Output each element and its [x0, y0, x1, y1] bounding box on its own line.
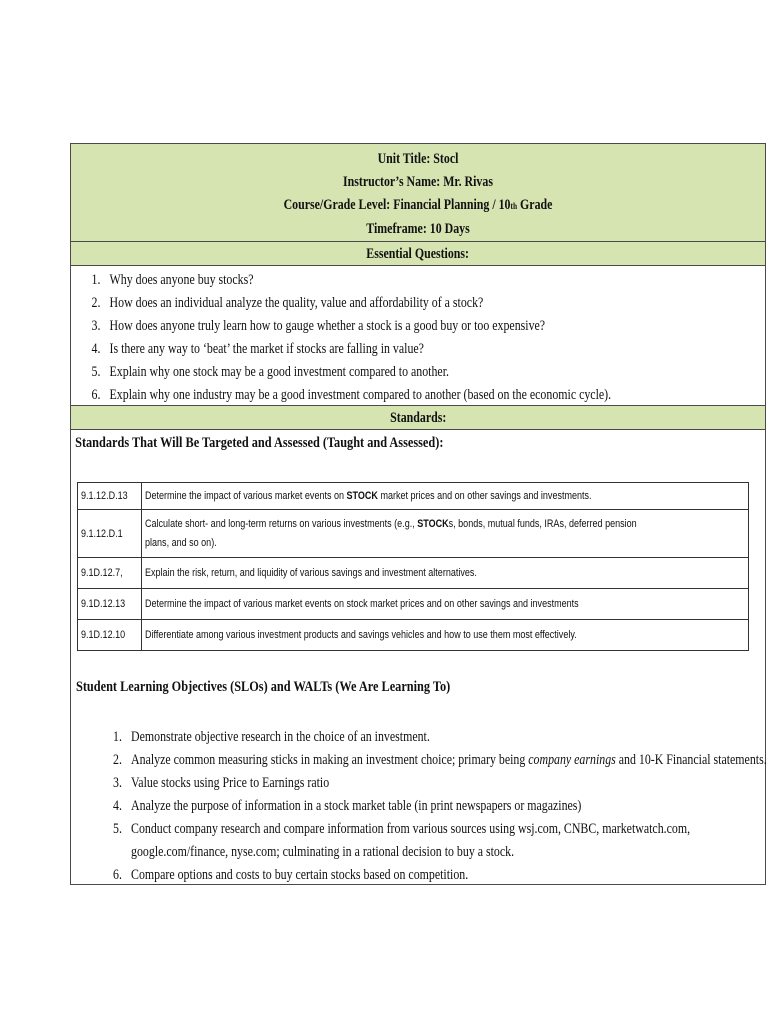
list-item: 1. Why does anyone buy stocks?: [91, 272, 254, 288]
course-ordinal: th: [510, 201, 518, 211]
timeframe: Timeframe: 10 Days: [366, 221, 470, 237]
slo-heading: Student Learning Objectives (SLOs) and WALTs (We Are Learning To): [76, 679, 451, 695]
list-item: 5. Conduct company research and compare information from various sources using wsj.com, CNBC, marketwatch.com,: [113, 821, 691, 837]
list-item: 5. Explain why one stock may be a good investment compared to another.: [91, 364, 449, 380]
list-item: 1. Demonstrate objective research in the choice of an investment.: [113, 729, 430, 745]
course-prefix: Course/Grade Level: Financial Planning / 10: [283, 197, 511, 213]
list-item: 6. Explain why one industry may be a good investment compared to another (based on the economic cycle).: [91, 387, 612, 403]
course-suffix: Grade: [517, 197, 553, 213]
standards-table: [77, 482, 749, 651]
standard-code: 9.1D.12.13: [78, 589, 142, 620]
standard-description: Explain the risk, return, and liquidity of various savings and investment alternatives.: [141, 558, 748, 589]
list-item: 2. How does an individual analyze the quality, value and affordability of a stock?: [91, 295, 484, 311]
essential-questions-heading: Essential Questions:: [71, 242, 765, 266]
list-item: 3. How does anyone truly learn how to gauge whether a stock is a good buy or too expensive?: [91, 318, 546, 334]
unit-plan-document: [70, 143, 766, 885]
standards-subheading: Standards That Will Be Targeted and Assessed (Taught and Assessed):: [75, 435, 444, 451]
list-item: 3. Value stocks using Price to Earnings ratio: [113, 775, 330, 791]
instructor-name: Instructor’s Name: Mr. Rivas: [343, 174, 493, 190]
course-grade-level: [133, 194, 702, 218]
slo-list: [113, 726, 770, 887]
unit-header: [71, 144, 765, 242]
list-item: 4. Analyze the purpose of information in a stock market table (in print newspapers or magazines): [113, 798, 582, 814]
table-row: [78, 620, 749, 651]
standards-heading: Standards:: [71, 406, 765, 430]
standard-description: Determine the impact of various market events on stock market prices and on other savings and investments: [141, 589, 748, 620]
standard-description: Calculate short- and long-term returns on various investments (e.g., STOCKs, bonds, mutual funds, IRAs, deferred pension plans, and so on).: [141, 510, 748, 558]
standard-description: Differentiate among various investment products and savings vehicles and how to use them most effectively.: [141, 620, 748, 651]
list-item: 2. Analyze common measuring sticks in making an investment choice; primary being company earnings and 10-K Financial statements.: [113, 752, 767, 768]
standard-code: 9.1.12.D.13: [78, 483, 142, 510]
list-item-continuation: google.com/finance, nyse.com; culminating in a rational decision to buy a stock.: [131, 844, 515, 860]
list-item: 4. Is there any way to ‘beat’ the market if stocks are falling in value?: [91, 341, 424, 357]
table-row: [78, 483, 749, 510]
standard-code: 9.1D.12.7,: [78, 558, 142, 589]
unit-title: Unit Title: Stocl: [377, 151, 459, 167]
essential-questions-list: [71, 266, 765, 406]
table-row: [78, 558, 749, 589]
standard-code: 9.1D.12.10: [78, 620, 142, 651]
standard-code: 9.1.12.D.1: [78, 510, 142, 558]
standard-description: Determine the impact of various market events on STOCK market prices and on other savings and investments.: [141, 483, 748, 510]
table-row: [78, 589, 749, 620]
table-row: [78, 510, 749, 558]
list-item: 6. Compare options and costs to buy certain stocks based on competition.: [113, 867, 469, 883]
